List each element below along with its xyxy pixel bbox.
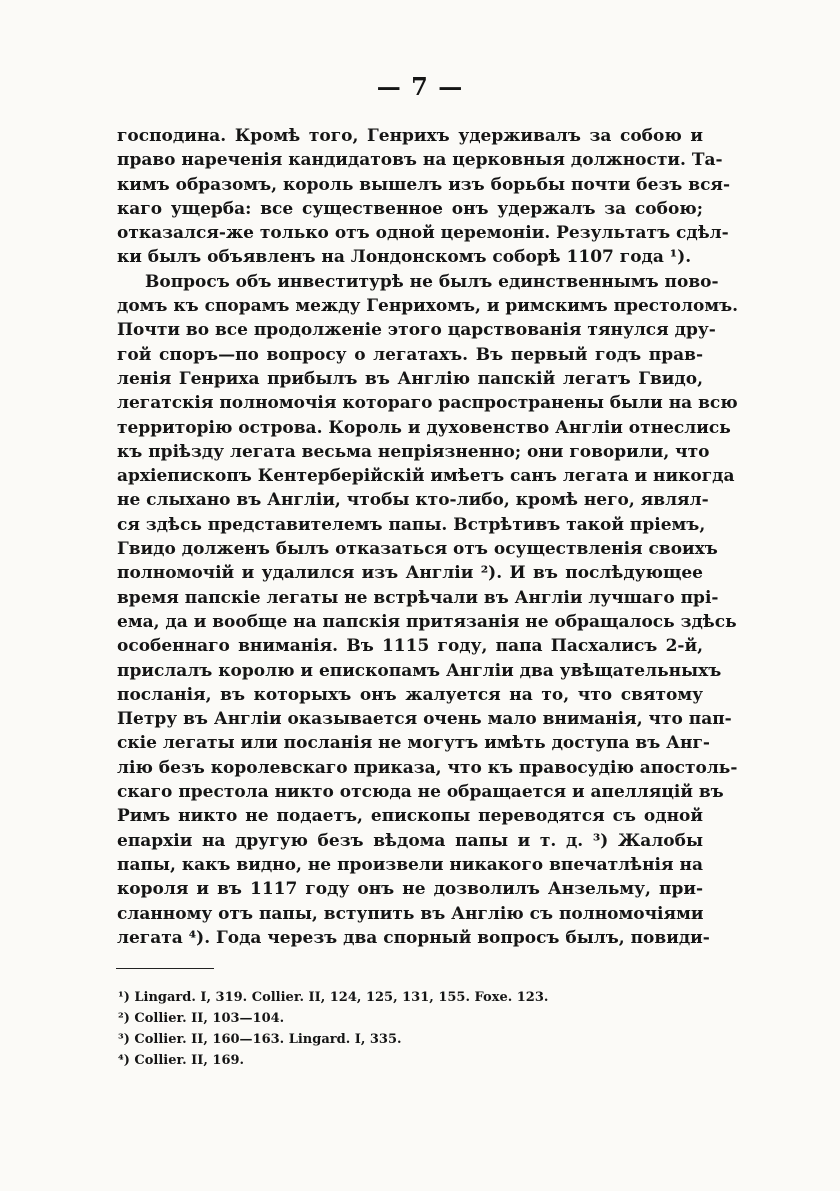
text-line: ся здѣсь представителемъ папы. Встрѣтивъ такой пріемъ, bbox=[117, 514, 706, 535]
text-line: архіепископъ Кентерберійскій имѣетъ санъ легата и никогда bbox=[117, 466, 735, 487]
text-line: полномочій и удалился изъ Англіи ²). И въ послѣдующее bbox=[117, 563, 703, 584]
text-line: короля и въ 1117 году онъ не дозволилъ Анзельму, при- bbox=[117, 879, 703, 900]
text-line: отказался-же только отъ одной церемоніи. Результатъ сдѣл- bbox=[117, 223, 729, 244]
text-line: Римъ никто не подаетъ, епископы переводятся съ одной bbox=[117, 806, 703, 827]
text-line: скаго престола никто отсюда не обращается и апелляцій въ bbox=[117, 782, 724, 803]
text-line: гой споръ—по вопросу о легатахъ. Въ первый годъ прав- bbox=[117, 344, 703, 365]
footnote: ²) Collier. II, 103—104. bbox=[118, 1011, 285, 1026]
text-line: домъ къ спорамъ между Генрихомъ, и римскимъ престоломъ. bbox=[117, 296, 739, 317]
text-line: легатскія полномочія котораго распространены были на всю bbox=[117, 393, 738, 414]
text-line: легата ⁴). Года черезъ два спорный вопросъ былъ, повиди- bbox=[117, 927, 710, 948]
text-line: ленія Генриха прибылъ въ Англію папскій легатъ Гвидо, bbox=[117, 368, 703, 389]
text-line: Почти во все продолженіе этого царствованія тянулся дру- bbox=[117, 320, 716, 341]
text-line: кимъ образомъ, король вышелъ изъ борьбы почти безъ вся- bbox=[117, 174, 731, 195]
footnote: ⁴) Collier. II, 169. bbox=[118, 1053, 245, 1068]
text-line: скіе легаты или посланія не могутъ имѣть доступа въ Анг- bbox=[117, 733, 710, 754]
text-line: право нареченія кандидатовъ на церковныя должности. Та- bbox=[117, 150, 723, 171]
footnotes bbox=[118, 987, 678, 1071]
text-line: не слыхано въ Англіи, чтобы кто-либо, кромѣ него, являл- bbox=[117, 490, 709, 511]
text-line: ки былъ объявленъ на Лондонскомъ соборѣ 1107 года ¹). bbox=[117, 247, 692, 268]
text-line: Петру въ Англіи оказывается очень мало вниманія, что пап- bbox=[117, 709, 732, 730]
text-line: территорію острова. Король и духовенство Англіи отнеслись bbox=[117, 417, 731, 438]
text-line: господина. Кромѣ того, Генрихъ удерживалъ за собою и bbox=[117, 126, 703, 146]
footnote: ¹) Lingard. I, 319. Collier. II, 124, 125, 131, 155. Foxe. 123. bbox=[118, 990, 549, 1005]
page-number: — 7 — bbox=[376, 72, 464, 101]
footnote: ³) Collier. II, 160—163. Lingard. I, 335. bbox=[118, 1032, 402, 1047]
text-line: лію безъ королевскаго приказа, что къ правосудію апостоль- bbox=[117, 757, 738, 778]
text-line: къ пріѣзду легата весьма непріязненно; они говорили, что bbox=[117, 441, 710, 462]
text-line: папы, какъ видно, не произвели никакого впечатлѣнія на bbox=[117, 854, 703, 875]
text-line: каго ущерба: все существенное онъ удержалъ за собою; bbox=[117, 198, 703, 219]
text-line: Вопросъ объ инвеститурѣ не былъ единственнымъ пово- bbox=[145, 271, 719, 292]
text-line: прислалъ королю и епископамъ Англіи два увѣщательныхъ bbox=[117, 660, 722, 681]
text-line: посланія, въ которыхъ онъ жалуется на то, что святому bbox=[117, 684, 703, 705]
footnote-separator bbox=[116, 968, 214, 969]
body-text bbox=[117, 124, 739, 950]
text-line: ема, да и вообще на папскія притязанія не обращалось здѣсь bbox=[117, 611, 737, 632]
text-line: сланному отъ папы, вступить въ Англію съ полномочіями bbox=[117, 903, 704, 924]
text-line: епархіи на другую безъ вѣдома папы и т. д. ³) Жалобы bbox=[117, 830, 703, 851]
text-line: время папскіе легаты не встрѣчали въ Англіи лучшаго прі- bbox=[117, 587, 719, 608]
text-line: Гвидо долженъ былъ отказаться отъ осуществленія своихъ bbox=[117, 539, 718, 560]
text-line: особеннаго вниманія. Въ 1115 году, папа Пасхалисъ 2-й, bbox=[117, 636, 703, 657]
